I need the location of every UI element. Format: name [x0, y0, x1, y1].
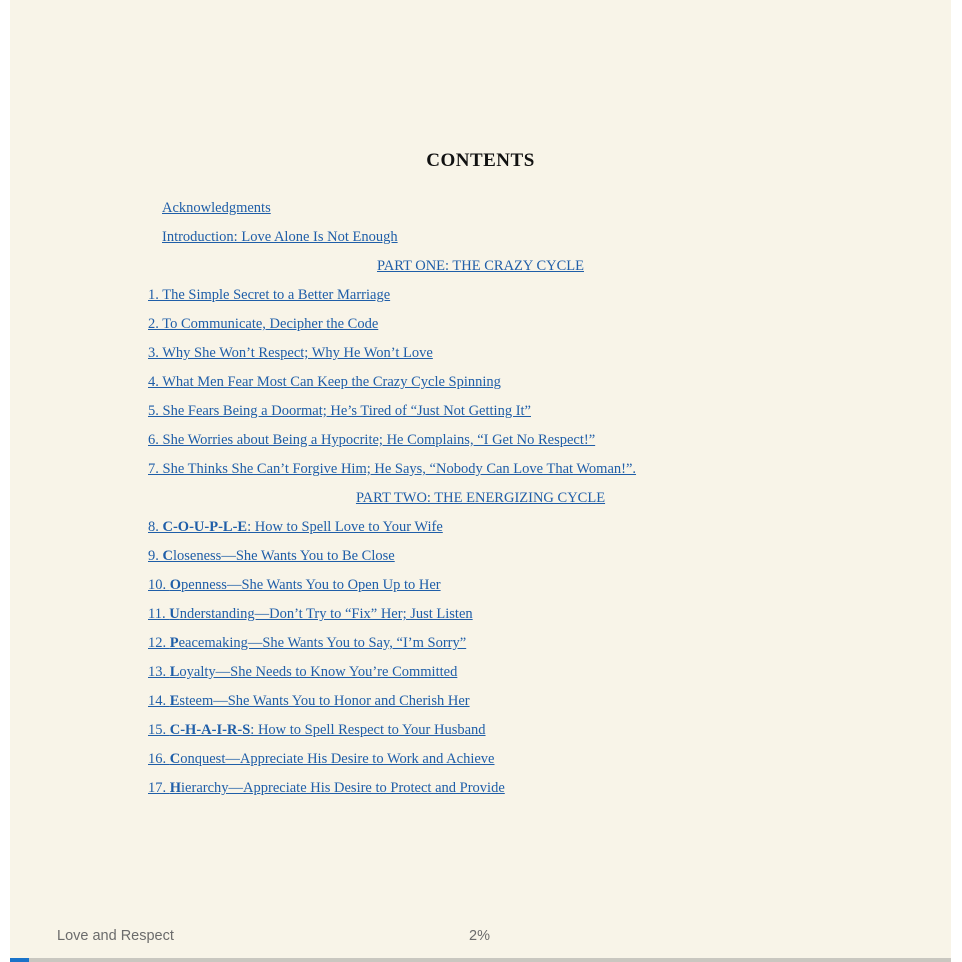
chapter-acronym: P	[169, 635, 179, 651]
chapter-title: loseness—She Wants You to Be Close	[172, 548, 395, 564]
chapter-acronym: C-H-A-I-R-S	[169, 722, 251, 738]
chapter-title: eacemaking—She Wants You to Say, “I’m Sorry”	[178, 635, 467, 651]
chapter-title: : How to Spell Respect to Your Husband	[250, 722, 486, 738]
chapter-title: nderstanding—Don’t Try to “Fix” Her; Just Listen	[179, 606, 473, 622]
chapter-number: 15.	[148, 722, 170, 738]
chapter-acronym: C	[169, 751, 181, 767]
reading-progress-fill	[10, 958, 29, 962]
toc-chapter-link[interactable]	[148, 577, 441, 594]
toc-chapter-link[interactable]: 6. She Worries about Being a Hypocrite; He Complains, “I Get No Respect!”	[148, 432, 596, 448]
toc-chapter-link[interactable]	[148, 751, 495, 768]
toc-part-heading-link[interactable]: PART ONE: THE CRAZY CYCLE	[377, 258, 584, 274]
chapter-number: 13.	[148, 664, 170, 680]
toc-chapter-link[interactable]	[148, 664, 457, 681]
toc-chapter-link[interactable]	[148, 722, 486, 739]
chapter-title: penness—She Wants You to Open Up to Her	[181, 577, 441, 593]
toc-chapter-link[interactable]: 4. What Men Fear Most Can Keep the Crazy Cycle Spinning	[148, 374, 501, 390]
reading-progress-bar[interactable]	[10, 958, 951, 962]
chapter-number: 8.	[148, 519, 163, 535]
chapter-number: 11.	[148, 606, 170, 622]
chapter-acronym: O	[169, 577, 182, 593]
book-title: Love and Respect	[57, 928, 174, 944]
chapter-title: onquest—Appreciate His Desire to Work and Achieve	[180, 751, 495, 767]
chapter-number: 17.	[148, 780, 170, 796]
reader-page	[10, 0, 951, 962]
toc-chapter-link[interactable]	[148, 693, 470, 710]
chapter-title: oyalty—She Needs to Know You’re Committed	[179, 664, 458, 680]
toc-chapter-link[interactable]: 3. Why She Won’t Respect; Why He Won’t Love	[148, 345, 433, 361]
toc-front-matter-link[interactable]: Introduction: Love Alone Is Not Enough	[162, 229, 398, 245]
chapter-acronym: C	[162, 548, 173, 564]
chapter-title: : How to Spell Love to Your Wife	[247, 519, 443, 535]
chapter-acronym: L	[169, 664, 180, 680]
page-title: CONTENTS	[426, 150, 535, 171]
toc-chapter-link[interactable]	[148, 606, 473, 623]
toc-chapter-link[interactable]: 1. The Simple Secret to a Better Marriage	[148, 287, 391, 303]
toc-chapter-link[interactable]: 5. She Fears Being a Doormat; He’s Tired of “Just Not Getting It”	[148, 403, 531, 419]
chapter-acronym: E	[169, 693, 180, 709]
chapter-number: 10.	[148, 577, 170, 593]
chapter-number: 12.	[148, 635, 170, 651]
toc-chapter-link[interactable]: 2. To Communicate, Decipher the Code	[148, 316, 379, 332]
toc-chapter-link[interactable]	[148, 635, 466, 652]
progress-percent: 2%	[469, 928, 490, 944]
chapter-acronym: H	[169, 780, 182, 796]
toc-chapter-link[interactable]	[148, 780, 505, 797]
toc-front-matter-link[interactable]: Acknowledgments	[162, 200, 271, 216]
toc-part-heading-link[interactable]: PART TWO: THE ENERGIZING CYCLE	[355, 490, 606, 506]
chapter-acronym: C-O-U-P-L-E	[162, 519, 248, 535]
chapter-number: 9.	[148, 548, 163, 564]
chapter-title: steem—She Wants You to Honor and Cherish Her	[179, 693, 470, 709]
chapter-number: 14.	[148, 693, 170, 709]
chapter-title: ierarchy—Appreciate His Desire to Protect and Provide	[181, 780, 505, 796]
toc-chapter-link[interactable]	[148, 548, 395, 565]
chapter-acronym: U	[169, 606, 180, 622]
toc-chapter-link[interactable]	[148, 519, 443, 536]
toc-chapter-link[interactable]: 7. She Thinks She Can’t Forgive Him; He Says, “Nobody Can Love That Woman!”.	[148, 461, 637, 477]
chapter-number: 16.	[148, 751, 170, 767]
